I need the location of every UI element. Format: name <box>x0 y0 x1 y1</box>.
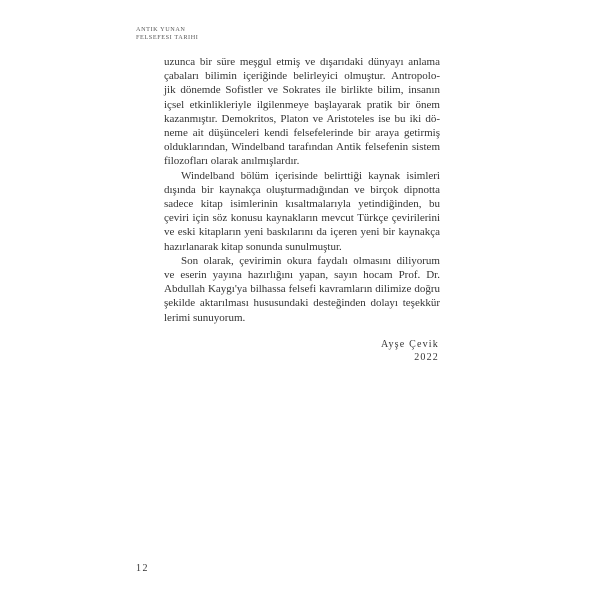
text-line: şekilde aktarılması hususundaki desteğinden dolayı teşekkür <box>164 297 440 310</box>
text-line: neme ait düşünceleri kendi felsefelerinde bir araya getirmiş <box>164 127 440 140</box>
text-line: içsel etkinlikleriyle ilgilenmeye başlayarak pratik bir önem <box>164 98 440 111</box>
paragraph-3 <box>164 254 440 325</box>
text-line: filozofları olarak anılmışlardır. <box>164 155 300 168</box>
page-number: 12 <box>136 563 149 574</box>
text-line: Son olarak, çevirimin okura faydalı olmasını diliyorum <box>181 254 440 267</box>
signature-name: Ayşe Çevik <box>380 339 439 350</box>
paragraph-2 <box>164 169 440 254</box>
text-line: sadece kitap isimlerinin kısaltmalarıyla yetindiğinden, bu <box>164 198 440 211</box>
text-line: çabaları bilimin içeriğinde belirleyici olmuştur. Antropolo- <box>164 70 440 83</box>
text-line: çeviri için söz konusu kaynakların mevcut Türkçe çevirilerini <box>164 212 440 225</box>
text-line: lerimi sunuyorum. <box>164 311 246 324</box>
text-line: kazanmıştır. Demokritos, Platon ve Aristoteles ise bu iki dö- <box>164 112 440 125</box>
running-head-line-2: FELSEFESI TARIHI <box>136 33 199 41</box>
paragraph-1 <box>164 55 440 169</box>
text-line: ve eski kitapların yeni baskılarını da içeren yeni bir kaynakça <box>164 226 440 239</box>
signature <box>381 338 439 364</box>
text-line: uzunca bir süre meşgul etmiş ve dışarıdaki dünyayı anlama <box>164 56 440 68</box>
text-line: Windelband bölüm içerisinde belirttiği kaynak isimleri <box>181 169 440 182</box>
text-line: jik dönemde Sofistler ve Sokrates ile birlikte bilim, insanın <box>164 84 440 97</box>
body-text <box>164 55 440 325</box>
text-line: ve eserin yayına hazırlığını yapan, sayın hocam Prof. Dr. <box>164 269 440 282</box>
running-head-line-1: ANTIK YUNAN <box>136 26 186 33</box>
text-line: Abdullah Kaygı'ya bilhassa felsefi kavramların dilimize doğru <box>164 283 440 296</box>
signature-year: 2022 <box>414 352 439 363</box>
text-line: hazırlanarak kitap sonunda sunulmuştur. <box>164 240 342 253</box>
running-head <box>136 26 198 41</box>
text-line: dışında bir kaynakça oluşturmadığından ve birçok dipnotta <box>164 183 440 196</box>
text-line: olduklarından, Windelband tarafından Antik felsefenin sistem <box>164 141 440 154</box>
